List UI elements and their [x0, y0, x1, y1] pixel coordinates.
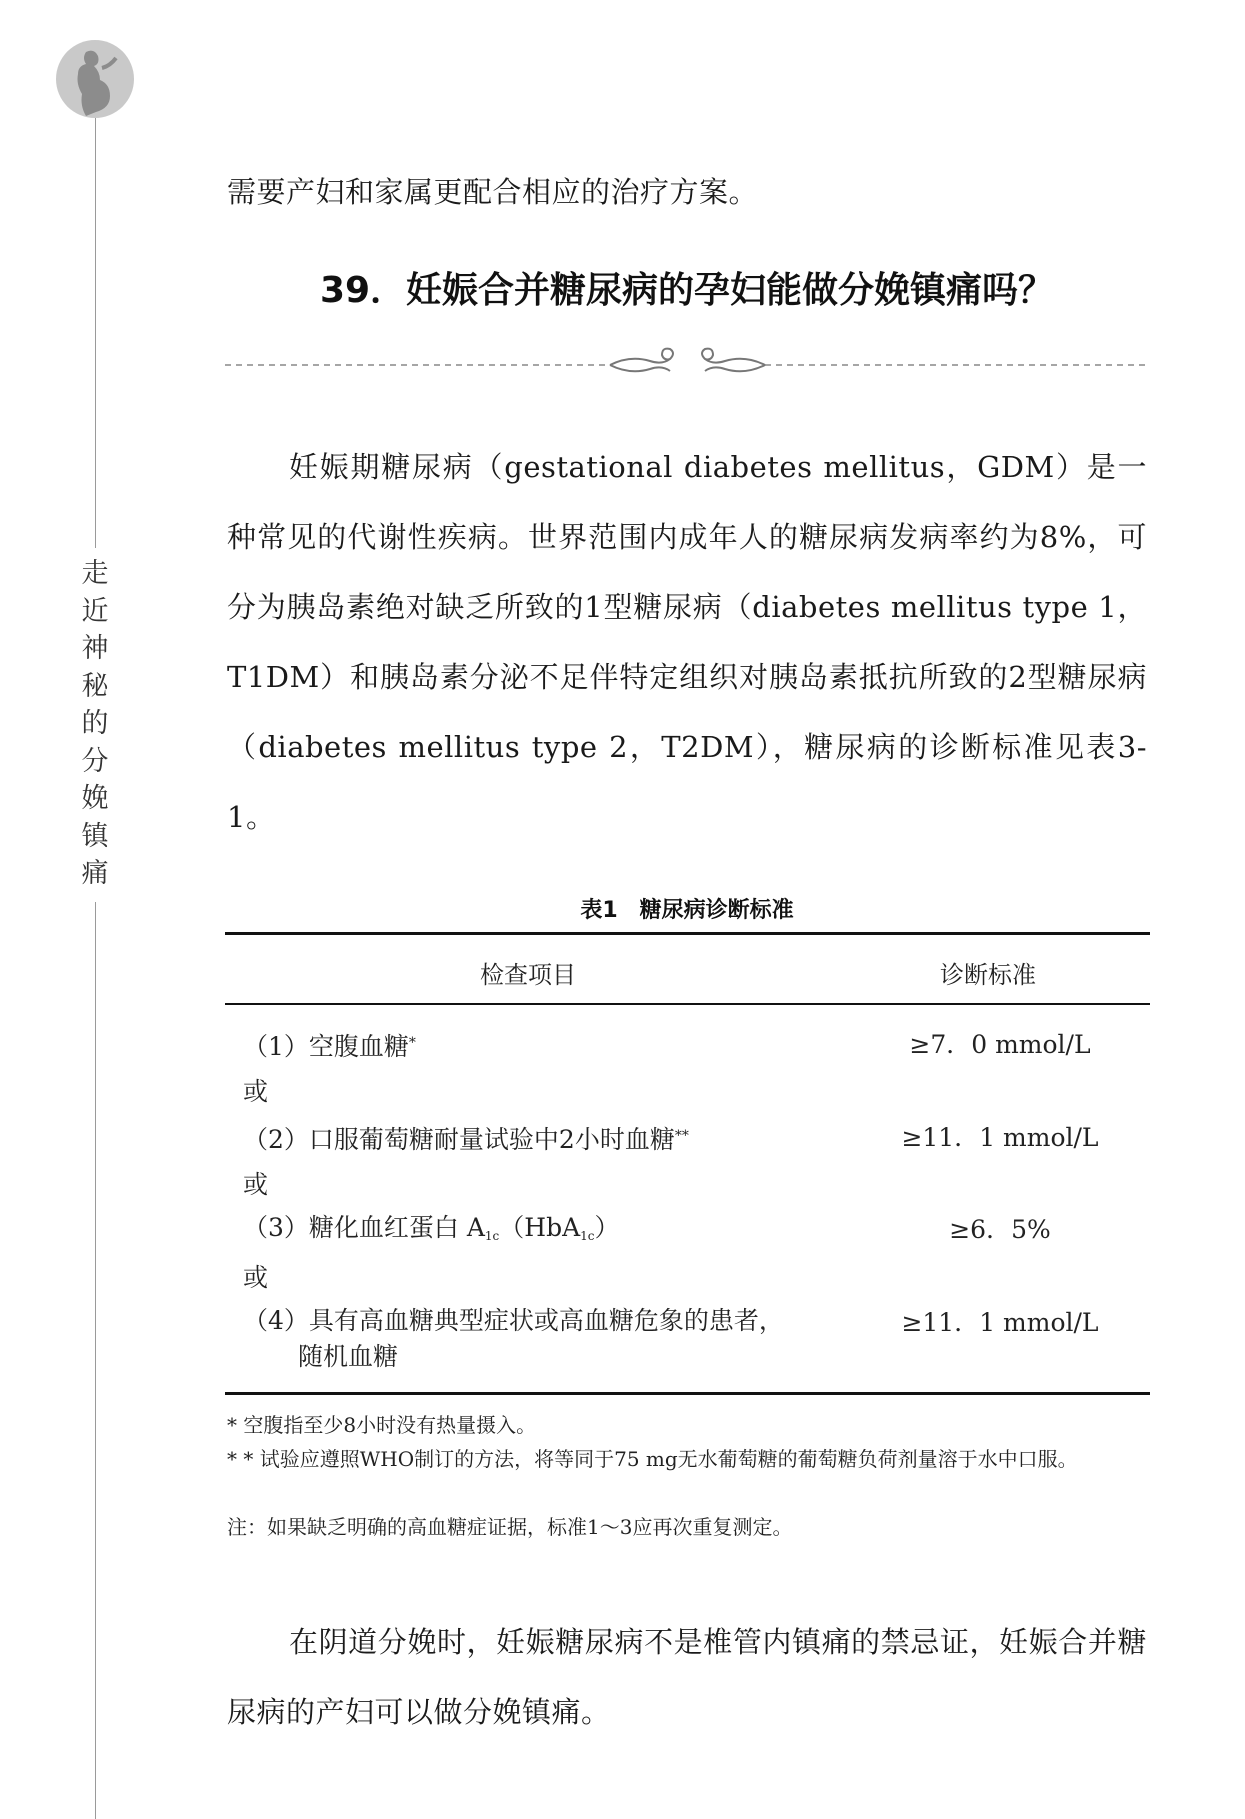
row-item: （4）具有高血糖典型症状或高血糖危象的患者， [243, 1306, 784, 1335]
sidebar-line-top [95, 118, 96, 548]
ornament-divider [225, 345, 1150, 385]
row-item-end: ） [594, 1213, 620, 1242]
table-header-item: 检查项目 [480, 961, 576, 989]
top-line-text: 需要产妇和家属更配合相应的治疗方案。 [227, 175, 759, 209]
footnote-mark: * [408, 1035, 416, 1051]
paragraph-conclusion: 在阴道分娩时，妊娠糖尿病不是椎管内镇痛的禁忌证，妊娠合并糖尿病的产妇可以做分娩镇痛。 [227, 1625, 1147, 1729]
paragraph-gdm-intro: 妊娠期糖尿病（gestational diabetes mellitus，GDM）是一种常见的代谢性疾病。世界范围内成年人的糖尿病发病率约为8%，可分为胰岛素绝对缺乏所致的1型糖尿病（diabetes mellitus type 1，T1DM）和胰岛素分泌不足伴特定组织对胰岛素抵抗所致的2型糖尿病（diabetes mellitus type 2，T2DM），糖尿病的诊断标准见表3-1。 [227, 450, 1147, 834]
footnote-mark: ** [674, 1128, 689, 1144]
table-header-criteria: 诊断标准 [940, 961, 1036, 989]
sidebar-line-bottom [95, 902, 96, 1819]
table-bottom-rule [225, 1392, 1150, 1395]
table-note-1: * 空腹指至少8小时没有热量摄入。 [227, 1413, 537, 1437]
row-value: ≥6．5% [949, 1215, 1051, 1244]
table-note-3: 注：如果缺乏明确的高血糖症证据，标准1～3应再次重复测定。 [227, 1515, 793, 1539]
table-row [243, 1303, 784, 1375]
row-value: ≥11．1 mmol/L [901, 1308, 1099, 1337]
row-value: ≥11．1 mmol/L [901, 1123, 1099, 1152]
pregnant-woman-logo-icon [56, 40, 134, 118]
table-row [243, 1210, 620, 1254]
table-caption: 表1 糖尿病诊断标准 [580, 898, 794, 923]
section-heading: 39．妊娠合并糖尿病的孕妇能做分娩镇痛吗？ [319, 270, 1055, 311]
row-item-mid: （HbA [499, 1213, 581, 1242]
row-item: （1）空腹血糖 [243, 1032, 409, 1061]
or-label: 或 [243, 1077, 269, 1106]
row-value: ≥7．0 mmol/L [909, 1030, 1091, 1059]
table-top-rule [225, 932, 1150, 935]
table-row [243, 1118, 689, 1158]
table-row [243, 1025, 416, 1065]
or-label: 或 [243, 1263, 269, 1292]
row-item: （3）糖化血红蛋白 A [243, 1213, 485, 1242]
sidebar-book-title: 走近神秘的分娩镇痛 [81, 558, 109, 889]
row-item: （2）口服葡萄糖耐量试验中2小时血糖 [243, 1125, 675, 1154]
subscript: 1c [580, 1229, 595, 1243]
or-label: 或 [243, 1170, 269, 1199]
table-note-2: * * 试验应遵照WHO制订的方法，将等同于75 mg无水葡萄糖的葡萄糖负荷剂量溶于水中口服。 [227, 1447, 1078, 1471]
subscript: 1c [484, 1229, 500, 1243]
table-header-rule [225, 1003, 1150, 1005]
row-item-line2: 随机血糖 [298, 1342, 399, 1371]
